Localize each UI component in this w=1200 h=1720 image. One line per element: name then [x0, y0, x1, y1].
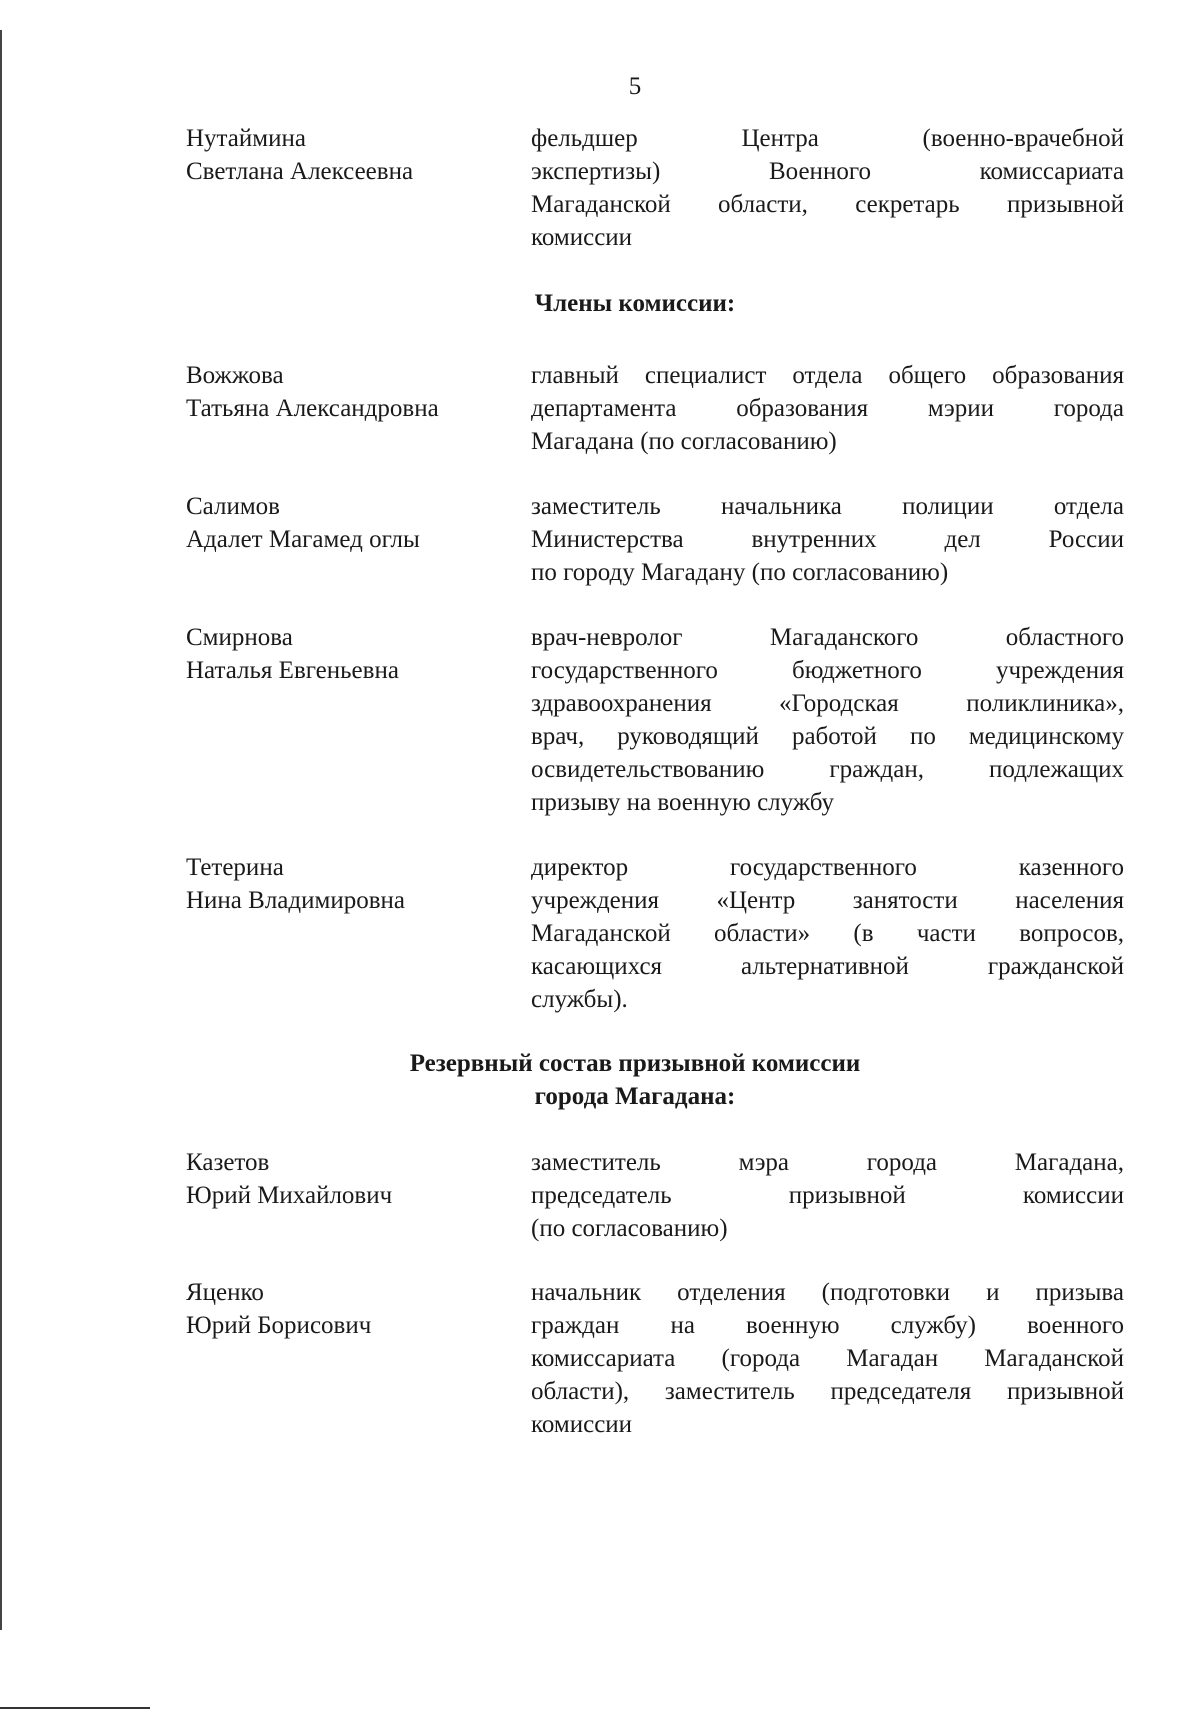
surname: Смирнова	[186, 624, 293, 651]
members-heading: Члены комиссии:	[534, 290, 736, 317]
description-line: учреждения «Центр занятости населения	[531, 887, 1124, 914]
person-name	[186, 1146, 526, 1212]
description-line: экспертизы) Военного комиссариата	[531, 158, 1124, 185]
person-name	[186, 490, 526, 556]
description-line: главный специалист отдела общего образования	[531, 362, 1124, 389]
given-names: Нина Владимировна	[186, 887, 405, 914]
description-line: председатель призывной комиссии	[531, 1182, 1124, 1209]
description-line: врач, руководящий работой по медицинскому	[531, 723, 1124, 750]
surname: Вожжова	[186, 362, 284, 389]
description-line: призыву на военную службу	[531, 789, 835, 816]
description-line: области), заместитель председателя призывной	[531, 1378, 1124, 1405]
given-names: Адалет Магамед оглы	[186, 526, 420, 553]
description-line: Магадана (по согласованию)	[531, 428, 837, 455]
position-description	[531, 1276, 1124, 1441]
surname: Нутаймина	[186, 125, 306, 152]
person-name	[186, 122, 526, 188]
given-names: Светлана Алексеевна	[186, 158, 414, 185]
page-number: 5	[628, 73, 642, 100]
person-name	[186, 359, 526, 425]
given-names: Татьяна Александровна	[186, 395, 439, 422]
reserve-heading-line: города Магадана:	[534, 1083, 736, 1110]
surname: Казетов	[186, 1149, 270, 1176]
position-description	[531, 851, 1124, 1016]
description-line: заместитель мэра города Магадана,	[531, 1149, 1124, 1176]
description-line: здравоохранения «Городская поликлиника»,	[531, 690, 1124, 717]
description-line: департамента образования мэрии города	[531, 395, 1124, 422]
description-line: фельдшер Центра (военно-врачебной	[531, 125, 1124, 152]
bottom-scan-line	[0, 1707, 150, 1709]
description-line: комиссии	[531, 1411, 633, 1438]
description-line: комиссариата (города Магадан Магаданской	[531, 1345, 1124, 1372]
description-line: комиссии	[531, 224, 633, 251]
reserve-heading-line: Резервный состав призывной комиссии	[409, 1050, 861, 1077]
person-name	[186, 1276, 526, 1342]
description-line: заместитель начальника полиции отдела	[531, 493, 1124, 520]
position-description	[531, 122, 1124, 254]
description-line: государственного бюджетного учреждения	[531, 657, 1124, 684]
description-line: Министерства внутренних дел России	[531, 526, 1124, 553]
description-line: начальник отделения (подготовки и призыва	[531, 1279, 1124, 1306]
position-description	[531, 490, 1124, 589]
surname: Салимов	[186, 493, 280, 520]
reserve-heading	[0, 1047, 1200, 1113]
description-line: директор государственного казенного	[531, 854, 1124, 881]
person-name	[186, 621, 526, 687]
given-names: Юрий Михайлович	[186, 1182, 393, 1209]
person-name	[186, 851, 526, 917]
surname: Тетерина	[186, 854, 284, 881]
description-line: по городу Магадану (по согласованию)	[531, 559, 949, 586]
position-description	[531, 1146, 1124, 1245]
position-description	[531, 359, 1124, 458]
description-line: граждан на военную службу) военного	[531, 1312, 1124, 1339]
description-line: касающихся альтернативной гражданской	[531, 953, 1124, 980]
given-names: Наталья Евгеньевна	[186, 657, 399, 684]
description-line: Магаданской области, секретарь призывной	[531, 191, 1124, 218]
description-line: службы).	[531, 986, 628, 1013]
description-line: Магаданской области» (в части вопросов,	[531, 920, 1124, 947]
left-margin-scan-line	[0, 30, 2, 1630]
description-line: врач-невролог Магаданского областного	[531, 624, 1124, 651]
given-names: Юрий Борисович	[186, 1312, 372, 1339]
description-line: (по согласованию)	[531, 1215, 728, 1242]
description-line: освидетельствованию граждан, подлежащих	[531, 756, 1124, 783]
position-description	[531, 621, 1124, 819]
surname: Яценко	[186, 1279, 264, 1306]
